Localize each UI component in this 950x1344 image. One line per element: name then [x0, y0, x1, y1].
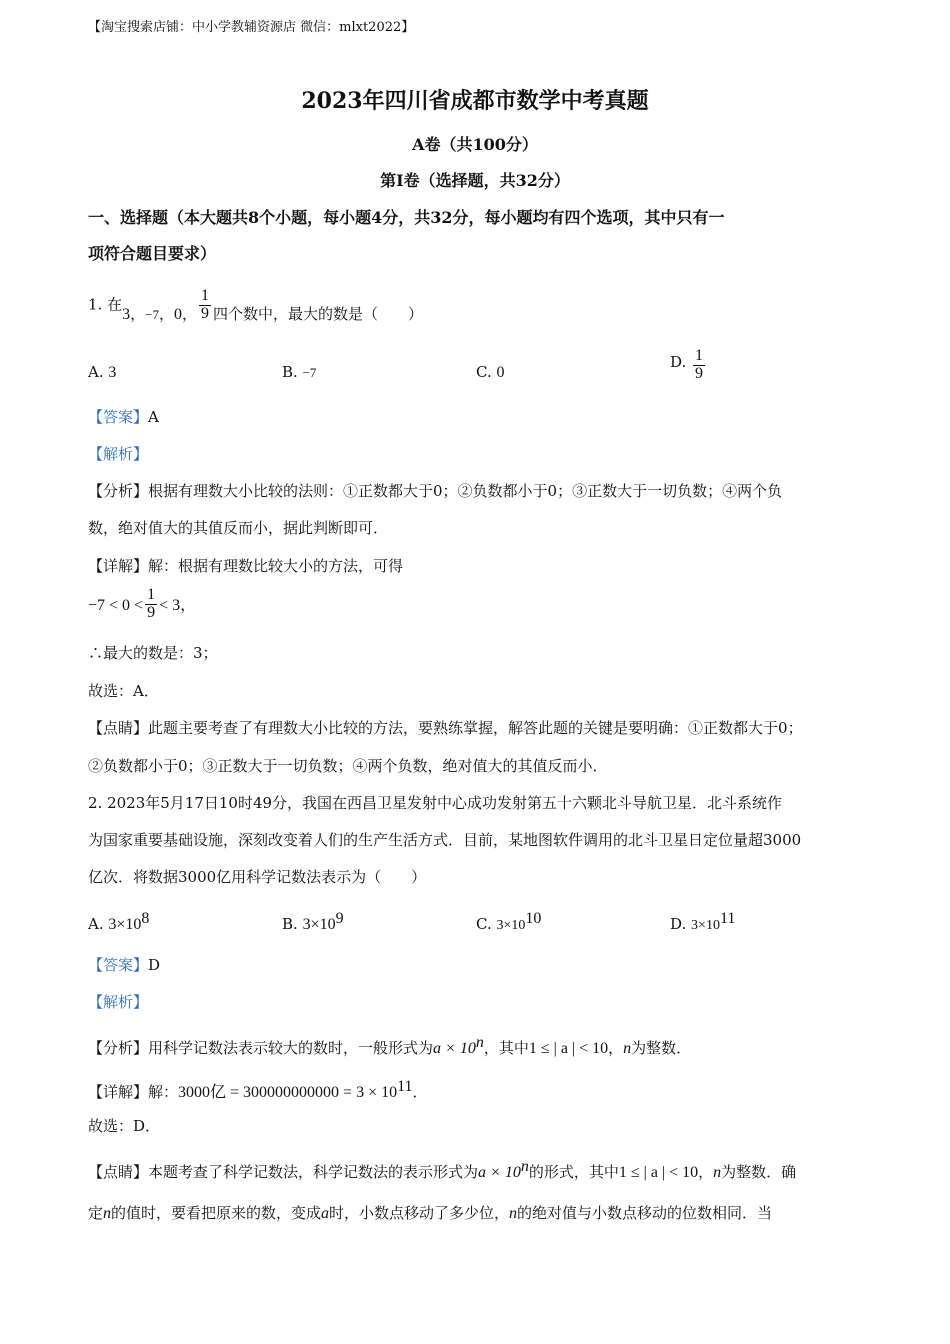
q2-opt-a-label: A. — [88, 915, 104, 933]
q2-opt-b-base: 3×10 — [302, 916, 336, 933]
q2-opt-c-label: C. — [476, 915, 492, 933]
q2-comment2-n2: n — [509, 1205, 518, 1222]
q2-opt-b-label: B. — [282, 915, 298, 933]
q1-sep2: ， — [158, 305, 174, 324]
q1-answer-tag: 【答案】 — [88, 408, 149, 426]
q2-comment2-n: n — [103, 1205, 112, 1222]
q1-comment-line1 — [88, 717, 803, 738]
q1-opt-a-value: 3 — [108, 364, 117, 381]
q1-option-c — [476, 363, 505, 382]
q1-ineq-num: 1 — [147, 586, 156, 603]
q2-detail-tag: 【详解】 — [88, 1083, 149, 1101]
section1-heading-line2: 项符合题目要求） — [88, 244, 217, 263]
q2-comment-line1 — [88, 1158, 796, 1182]
q2-fenxi-text-a: 用科学记数法表示较大的数时，一般形式为 — [148, 1039, 434, 1057]
q1-ineq-den: 9 — [147, 603, 156, 621]
q1-option-a — [88, 363, 116, 382]
q1-comment-line2: ②负数都小于0；③正数大于一切负数；④两个负数，绝对值大的其值反而小． — [88, 757, 608, 775]
q2-comment2-text-b: 的值时，要看把原来的数，变成 — [111, 1204, 322, 1222]
q2-comment2-text-c: 时，小数点移动了多少位， — [329, 1204, 510, 1222]
q2-fenxi-range: 1 ≤ | a | < 10 — [528, 1040, 609, 1057]
q1-suffix: 四个数中，最大的数是（ ） — [212, 305, 423, 324]
q2-fenxi-tag: 【分析】 — [88, 1039, 149, 1057]
q1-fenxi-text1: 根据有理数大小比较的法则：①正数都大于0；②负数都小于0；③正数大于一切负数；④两个负 — [148, 482, 783, 500]
q2-detail-text-a: 解： — [148, 1083, 179, 1101]
q1-choice: 故选：A． — [88, 682, 159, 700]
q2-comment-text-c: ， — [698, 1163, 714, 1181]
q2-option-a — [88, 910, 149, 934]
q1-detail-tag: 【详解】 — [88, 557, 149, 575]
q2-fenxi-text-b: ，其中 — [483, 1039, 529, 1057]
section1-heading-line1: 一、选择题（本大题共8个小题，每小题4分，共32分，每小题均有四个选项，其中只有一 — [88, 208, 725, 227]
q2-answer-value: D — [148, 956, 161, 974]
q1-n2: −7 — [145, 307, 159, 323]
q1-opt-d-label: D. — [670, 353, 687, 372]
q2-detail-expr: 3000亿 = 300000000000 = 3 × 10 — [178, 1084, 398, 1101]
q2-fenxi-text-d: 为整数． — [631, 1039, 692, 1057]
q1-comment-text1: 此题主要考查了有理数大小比较的方法，要熟练掌握，解答此题的关键是要明确：①正数都大于0； — [148, 719, 803, 737]
q2-stem-line2: 为国家重要基础设施，深刻改变着人们的生产生活方式．目前，某地图软件调用的北斗卫星日定位量超3000 — [88, 831, 802, 849]
q1-n1: 3 — [122, 306, 131, 324]
q1-answer-value: A — [148, 408, 159, 426]
q2-comment-exp: n — [520, 1158, 529, 1175]
q1-comment-tag: 【点睛】 — [88, 719, 149, 737]
q1-option-b — [282, 363, 316, 381]
q2-comment-line2 — [88, 1202, 772, 1223]
q2-fenxi — [88, 1034, 691, 1058]
q1-n3: 0 — [173, 306, 182, 324]
q2-opt-d-label: D. — [670, 915, 687, 933]
q1-frac-den: 9 — [200, 304, 209, 322]
q2-opt-d-base: 3×10 — [691, 918, 720, 933]
q2-comment-n: n — [713, 1164, 722, 1181]
q1-ineq-right: < 3， — [159, 596, 197, 614]
q1-sep1: ， — [130, 305, 146, 324]
q2-answer — [88, 954, 160, 975]
q2-fenxi-exp: n — [475, 1034, 484, 1051]
q2-option-b — [282, 910, 344, 934]
q1-answer — [88, 406, 159, 427]
q1-inequality — [88, 587, 196, 622]
q2-analysis-tag: 【解析】 — [88, 993, 149, 1011]
q2-option-d — [670, 910, 735, 934]
q2-detail — [88, 1078, 428, 1102]
q2-option-c — [476, 910, 541, 934]
q2-comment-text-b: 的形式，其中 — [528, 1163, 619, 1181]
part1-heading: 第I卷（选择题，共32分） — [380, 171, 570, 190]
q1-opt-d-fraction — [693, 348, 705, 383]
q2-stem-line3: 亿次．将数据3000亿用科学记数法表示为（ ） — [88, 868, 427, 886]
q1-opt-b-label: B. — [282, 363, 298, 381]
q2-opt-c-base: 3×10 — [496, 918, 526, 933]
q2-choice: 故选：D． — [88, 1117, 161, 1135]
q2-comment-text-d: 为整数．确 — [721, 1163, 797, 1181]
q1-fenxi-tag: 【分析】 — [88, 482, 149, 500]
q1-frac-num: 1 — [200, 287, 209, 304]
q1-detail-line1 — [88, 555, 403, 576]
q2-fenxi-n: n — [623, 1040, 632, 1057]
q1-fraction — [199, 288, 211, 323]
q1-opt-d-den: 9 — [695, 364, 704, 382]
q2-comment-form: a × 10 — [478, 1164, 521, 1181]
volume-a-heading: A卷（共100分） — [412, 135, 538, 154]
q2-detail-end: ． — [412, 1083, 428, 1101]
q1-opt-a-label: A. — [88, 363, 104, 381]
q1-ineq-fraction — [145, 587, 157, 622]
q1-ineq-left: −7 < 0 < — [88, 596, 144, 614]
page-title: 2023年四川省成都市数学中考真题 — [301, 88, 649, 114]
q1-prefix: 1. 在 — [88, 295, 123, 314]
q1-sep3: ， — [181, 305, 197, 324]
q2-opt-a-exp: 8 — [141, 910, 150, 927]
q2-opt-c-exp: 10 — [525, 910, 542, 927]
q1-stem — [88, 288, 423, 323]
q2-answer-tag: 【答案】 — [88, 956, 149, 974]
q1-detail-text1: 解：根据有理数比较大小的方法，可得 — [148, 557, 404, 575]
q1-opt-b-value: −7 — [302, 365, 317, 380]
q1-conclusion: ∴最大的数是：3； — [88, 644, 218, 662]
q2-opt-b-exp: 9 — [335, 910, 344, 927]
q1-opt-d-num: 1 — [695, 347, 704, 364]
q2-comment2-text-a: 定 — [88, 1204, 104, 1222]
q2-stem-line1: 2. 2023年5月17日10时49分，我国在西昌卫星发射中心成功发射第五十六颗北斗导航卫星．北斗系统作 — [88, 794, 783, 812]
q2-comment-tag: 【点睛】 — [88, 1163, 149, 1181]
q2-fenxi-text-c: ， — [608, 1039, 624, 1057]
q1-opt-c-value: 0 — [496, 364, 505, 381]
q2-detail-exp: 11 — [397, 1078, 413, 1095]
q2-comment2-a-var: a — [321, 1205, 330, 1222]
q1-analysis-tag: 【解析】 — [88, 445, 149, 463]
q2-comment2-text-d: 的绝对值与小数点移动的位数相同．当 — [517, 1204, 773, 1222]
q1-fenxi-line1 — [88, 480, 782, 501]
header-note: 【淘宝搜索店铺：中小学教辅资源店 微信：mlxt2022】 — [88, 20, 415, 35]
q2-fenxi-form: a × 10 — [433, 1040, 476, 1057]
q2-opt-d-exp: 11 — [719, 910, 736, 927]
q1-opt-c-label: C. — [476, 363, 492, 381]
q1-option-d — [670, 348, 707, 383]
q1-fenxi-line2: 数，绝对值大的其值反而小，据此判断即可． — [88, 519, 389, 537]
q2-comment-text-a: 本题考查了科学记数法，科学记数法的表示形式为 — [148, 1163, 479, 1181]
q2-comment-range: 1 ≤ | a | < 10 — [618, 1164, 699, 1181]
q2-opt-a-base: 3×10 — [108, 916, 142, 933]
